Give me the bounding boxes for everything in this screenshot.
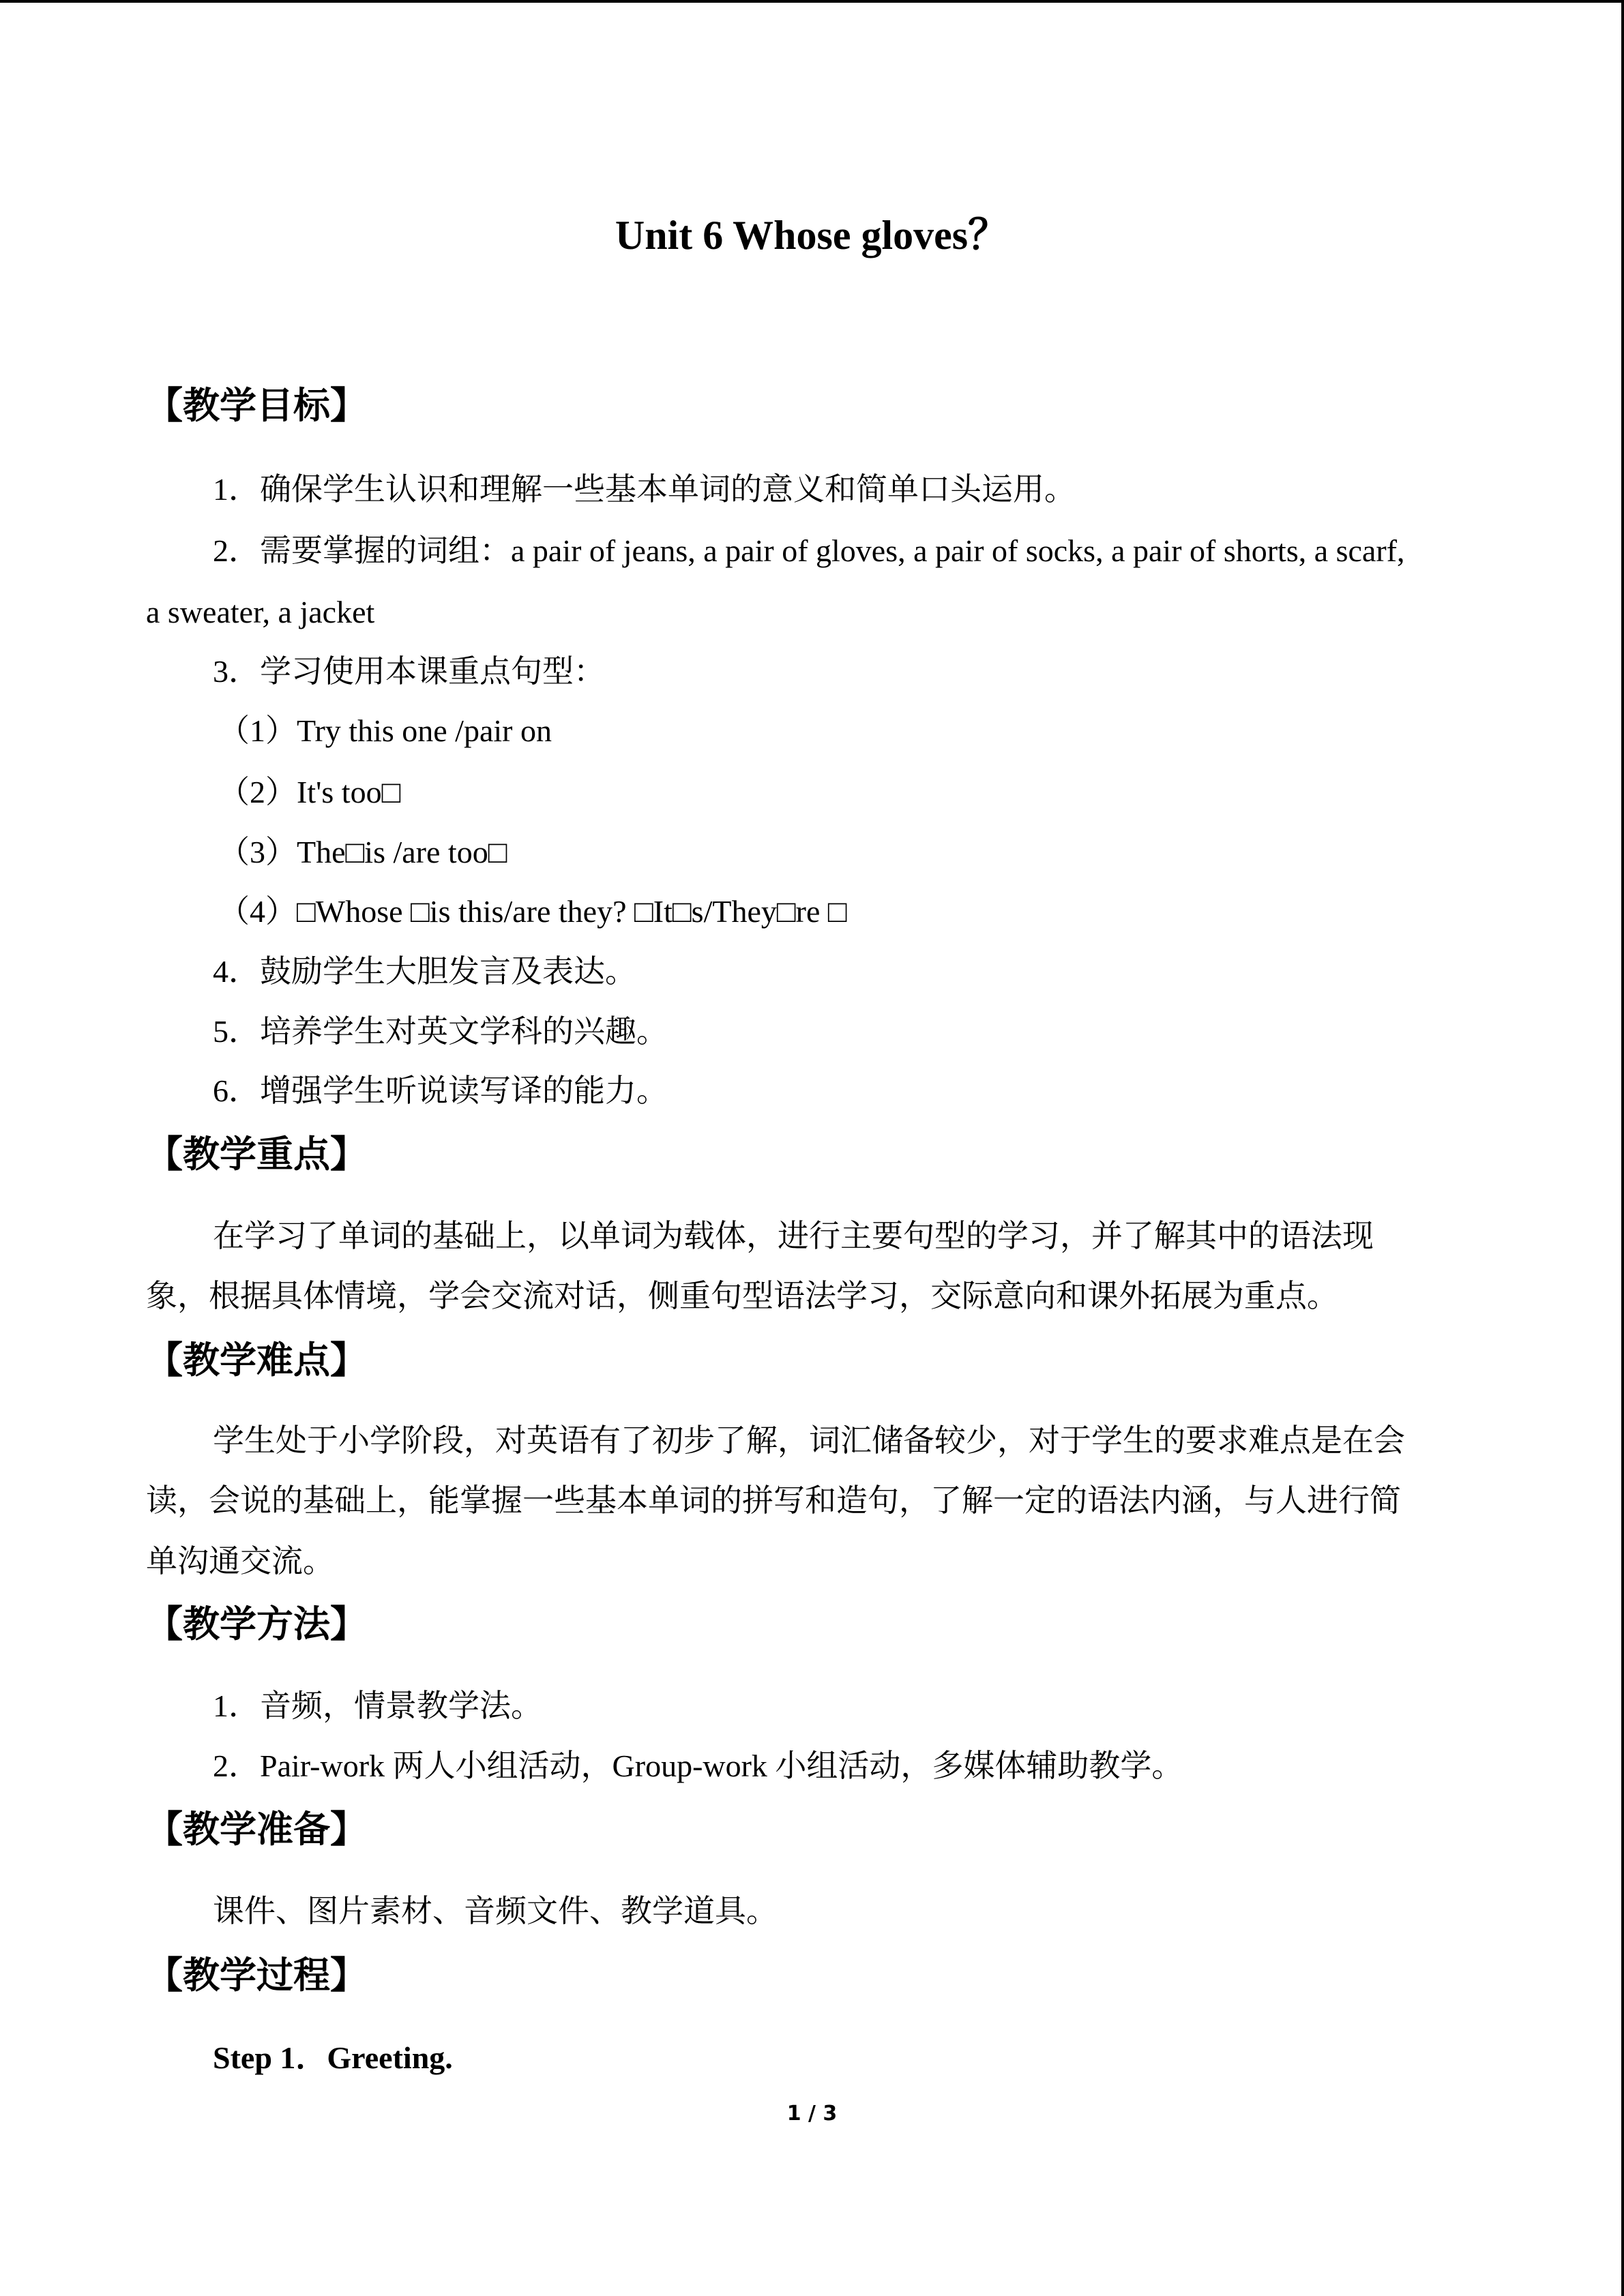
section-heading-methods: 【教学方法】 — [146, 1602, 367, 1645]
paragraph-line: 象，根据具体情境，学会交流对话，侧重句型语法学习，交际意向和课外拓展为重点。 — [146, 1279, 1338, 1313]
paragraph-line: 单沟通交流。 — [146, 1544, 334, 1579]
list-item: 2．需要掌握的词组：a pair of jeans, a pair of gloves, a pair of socks, a pair of shorts, a scarf, — [213, 533, 1405, 568]
section-heading-key-points: 【教学重点】 — [146, 1133, 367, 1176]
list-item: （3）The□is /are too□ — [218, 835, 507, 869]
list-item: 3．学习使用本课重点句型： — [213, 654, 605, 689]
list-item: 2．Pair-work 两人小组活动，Group-work 小组活动，多媒体辅助教学。 — [213, 1748, 1183, 1783]
page-border — [0, 0, 1624, 3]
section-heading-difficulties: 【教学难点】 — [146, 1339, 367, 1382]
step-heading: Step 1．Greeting. — [213, 2040, 453, 2075]
list-item: 5．培养学生对英文学科的兴趣。 — [213, 1014, 668, 1049]
list-item: 6．增强学生听说读写译的能力。 — [213, 1073, 668, 1108]
list-item: （4）□Whose □is this/are they? □It□s/They□re □ — [218, 894, 847, 929]
section-heading-preparation: 【教学准备】 — [146, 1808, 367, 1851]
paragraph-line: 学生处于小学阶段，对英语有了初步了解，词汇储备较少，对于学生的要求难点是在会 — [213, 1423, 1405, 1458]
list-item: （1）Try this one /pair on — [218, 713, 552, 748]
list-item: 1．确保学生认识和理解一些基本单词的意义和简单口头运用。 — [213, 472, 1076, 507]
section-heading-objectives: 【教学目标】 — [146, 384, 367, 427]
list-item: （2）It's too□ — [218, 775, 401, 809]
page-title: Unit 6 Whose gloves？ — [615, 213, 1009, 258]
section-heading-process: 【教学过程】 — [146, 1954, 367, 1997]
paragraph-line: 在学习了单词的基础上，以单词为载体，进行主要句型的学习，并了解其中的语法现 — [213, 1219, 1374, 1253]
list-item: 4．鼓励学生大胆发言及表达。 — [213, 954, 636, 989]
paragraph-line: 读，会说的基础上，能掌握一些基本单词的拼写和造句，了解一定的语法内涵，与人进行简 — [146, 1483, 1401, 1518]
page-number: 1 / 3 — [786, 2102, 838, 2126]
paragraph-line: 课件、图片素材、音频文件、教学道具。 — [213, 1894, 778, 1928]
list-item: 1．音频，情景教学法。 — [213, 1688, 542, 1723]
page-border — [1621, 0, 1624, 2296]
list-item: a sweater, a jacket — [146, 595, 375, 629]
